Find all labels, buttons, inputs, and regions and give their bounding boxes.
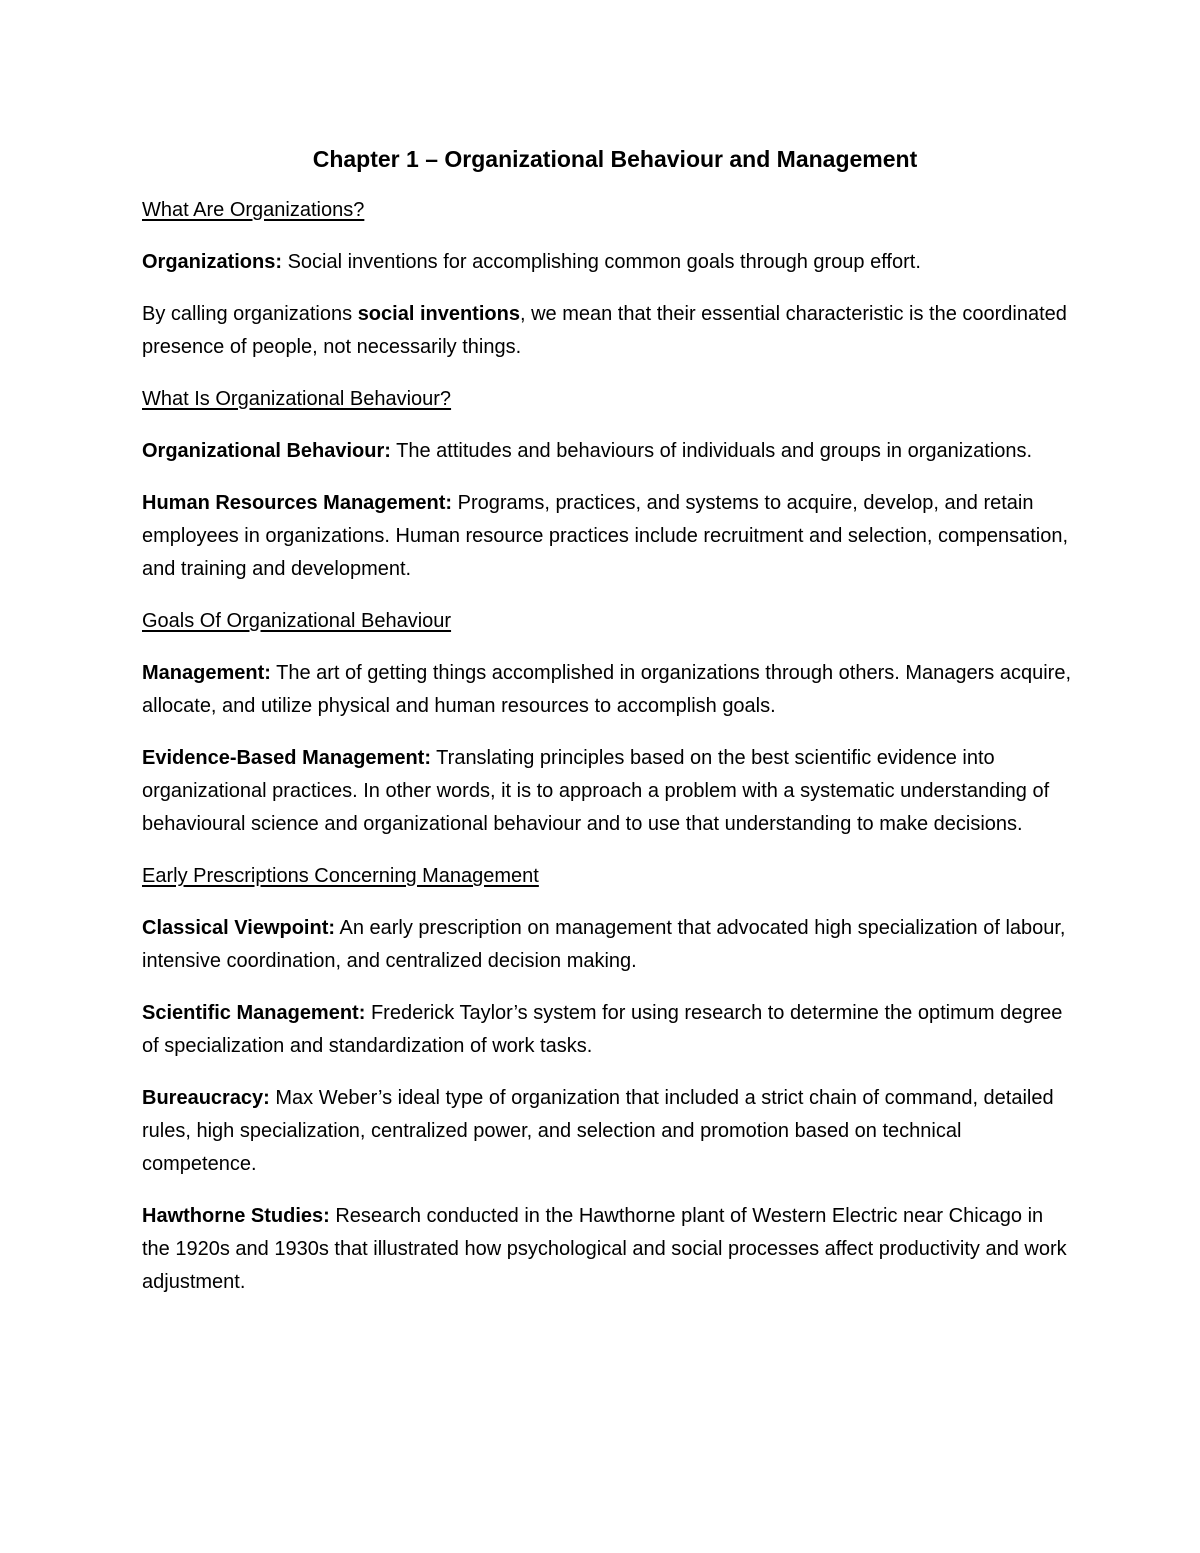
term-label: Organizations: bbox=[142, 251, 283, 273]
paragraph-social-inventions bbox=[142, 298, 1072, 364]
definition-text: An early prescription on management that advocated high specialization of labour, intensive coordination, and centralized decision making. bbox=[142, 917, 1066, 972]
definition-hrm bbox=[142, 487, 1072, 586]
emphasis-text: social inventions bbox=[357, 303, 520, 325]
section-heading-what-is-ob: What Is Organizational Behaviour? bbox=[142, 388, 452, 410]
document-body bbox=[142, 142, 1072, 1318]
section-heading-early-prescriptions: Early Prescriptions Concerning Management bbox=[142, 865, 539, 887]
definition-management bbox=[142, 657, 1072, 723]
page-title: Chapter 1 – Organizational Behaviour and Management bbox=[312, 146, 918, 172]
term-label: Human Resources Management: bbox=[142, 492, 453, 514]
paragraph-text: By calling organizations bbox=[142, 303, 358, 325]
definition-text: Programs, practices, and systems to acquire, develop, and retain employees in organizations. Human resource practices include recruitment and selection, compensation, and training and development. bbox=[142, 492, 1069, 580]
definition-text: Translating principles based on the best scientific evidence into organizational practices. In other words, it is to approach a problem with a systematic understanding of behavioural science and organizational behaviour and to use that understanding to make decisions. bbox=[142, 747, 1050, 835]
section-heading-goals-of-ob: Goals Of Organizational Behaviour bbox=[142, 610, 452, 632]
term-label: Organizational Behaviour: bbox=[142, 440, 391, 462]
definition-text: Max Weber’s ideal type of organization that included a strict chain of command, detailed rules, high specialization, centralized power, and selection and promotion based on technical competence. bbox=[142, 1087, 1054, 1175]
definition-text: Research conducted in the Hawthorne plant of Western Electric near Chicago in the 1920s and 1930s that illustrated how psychological and social processes affect productivity and work adjustment. bbox=[142, 1205, 1067, 1293]
definition-organizations bbox=[142, 246, 1072, 279]
definition-evidence-based-management bbox=[142, 742, 1072, 841]
term-label: Classical Viewpoint: bbox=[142, 917, 336, 939]
term-label: Bureaucracy: bbox=[142, 1087, 270, 1109]
definition-scientific-management bbox=[142, 997, 1072, 1063]
term-label: Scientific Management: bbox=[142, 1002, 366, 1024]
definition-classical-viewpoint bbox=[142, 912, 1072, 978]
term-label: Hawthorne Studies: bbox=[142, 1205, 330, 1227]
definition-text: Social inventions for accomplishing common goals through group effort. bbox=[282, 251, 921, 273]
term-label: Management: bbox=[142, 662, 271, 684]
paragraph-text: , we mean that their essential characteristic is the coordinated presence of people, not necessarily things. bbox=[142, 303, 1067, 358]
definition-text: The attitudes and behaviours of individuals and groups in organizations. bbox=[390, 440, 1033, 462]
definition-text: The art of getting things accomplished in organizations through others. Managers acquire, allocate, and utilize physical and human resources to accomplish goals. bbox=[142, 662, 1072, 717]
section-heading-what-are-organizations: What Are Organizations? bbox=[142, 199, 365, 221]
definition-hawthorne-studies bbox=[142, 1200, 1072, 1299]
definition-bureaucracy bbox=[142, 1082, 1072, 1181]
definition-organizational-behaviour bbox=[142, 435, 1072, 468]
term-label: Evidence-Based Management: bbox=[142, 747, 431, 769]
definition-text: Frederick Taylor’s system for using research to determine the optimum degree of specialization and standardization of work tasks. bbox=[142, 1002, 1063, 1057]
